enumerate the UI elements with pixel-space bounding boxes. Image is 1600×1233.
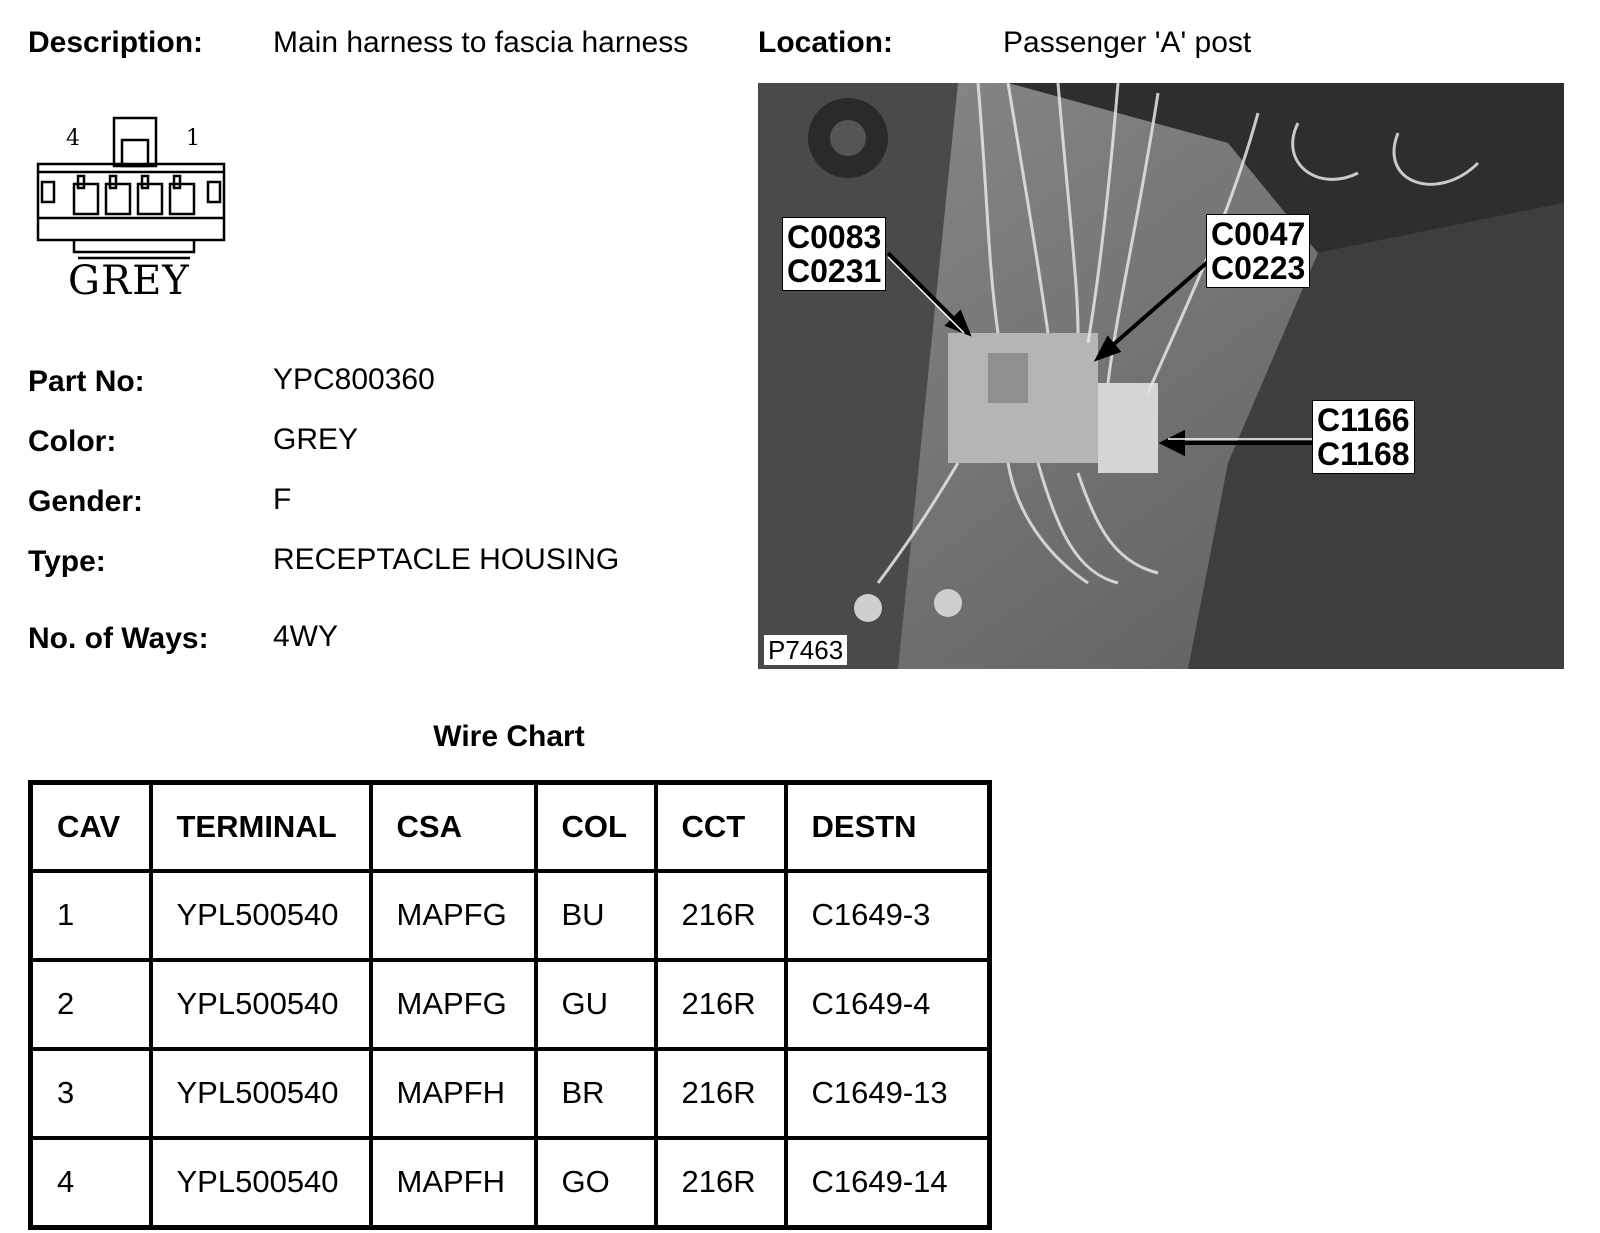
location-photo	[758, 83, 1564, 669]
header-cav: CAV	[31, 783, 151, 872]
header-destn: DESTN	[786, 783, 990, 872]
cell-csa: MAPFH	[371, 1138, 536, 1228]
cell-cct: 216R	[656, 871, 786, 960]
header-terminal: TERMINAL	[151, 783, 371, 872]
cell-col: BU	[536, 871, 656, 960]
cell-destn: C1649-3	[786, 871, 990, 960]
callout-c1166-c1168: C1166 C1168	[1312, 400, 1415, 474]
cell-cav: 1	[31, 871, 151, 960]
callout-c0047-c0223: C0047 C0223	[1206, 214, 1310, 288]
cell-cct: 216R	[656, 1049, 786, 1138]
type-value: RECEPTACLE HOUSING	[273, 543, 620, 576]
cell-csa: MAPFG	[371, 960, 536, 1049]
location-value: Passenger 'A' post	[1003, 26, 1252, 59]
wire-chart-title: Wire Chart	[433, 720, 585, 753]
cell-col: GU	[536, 960, 656, 1049]
cell-cav: 3	[31, 1049, 151, 1138]
part-no-label: Part No:	[28, 365, 145, 398]
table-row	[31, 1049, 990, 1138]
cell-col: BR	[536, 1049, 656, 1138]
color-label: Color:	[28, 425, 117, 458]
color-value: GREY	[273, 423, 359, 456]
ways-value: 4WY	[273, 620, 339, 653]
cell-col: GO	[536, 1138, 656, 1228]
ways-label: No. of Ways:	[28, 622, 209, 655]
gender-label: Gender:	[28, 485, 144, 518]
wire-chart-table	[28, 780, 992, 1230]
cell-terminal: YPL500540	[151, 1138, 371, 1228]
cell-terminal: YPL500540	[151, 1049, 371, 1138]
header-csa: CSA	[371, 783, 536, 872]
header-cct: CCT	[656, 783, 786, 872]
connector-face-diagram	[34, 112, 234, 302]
table-header-row	[31, 783, 990, 872]
table-row	[31, 960, 990, 1049]
cell-cct: 216R	[656, 960, 786, 1049]
cell-terminal: YPL500540	[151, 871, 371, 960]
description-value: Main harness to fascia harness	[273, 26, 689, 59]
cell-destn: C1649-13	[786, 1049, 990, 1138]
callout-c0083-c0231: C0083 C0231	[782, 217, 886, 291]
pin-1-marker: 1	[186, 126, 200, 151]
location-label: Location:	[758, 26, 893, 59]
cell-terminal: YPL500540	[151, 960, 371, 1049]
cell-csa: MAPFH	[371, 1049, 536, 1138]
gender-value: F	[273, 483, 292, 516]
photo-id: P7463	[764, 635, 847, 665]
cell-cav: 4	[31, 1138, 151, 1228]
table-row	[31, 871, 990, 960]
table-row	[31, 1138, 990, 1228]
cell-csa: MAPFG	[371, 871, 536, 960]
pin-4-marker: 4	[66, 126, 80, 151]
cell-cav: 2	[31, 960, 151, 1049]
cell-cct: 216R	[656, 1138, 786, 1228]
part-no-value: YPC800360	[273, 363, 435, 396]
cell-destn: C1649-4	[786, 960, 990, 1049]
cell-destn: C1649-14	[786, 1138, 990, 1228]
connector-color-text: GREY	[68, 258, 190, 304]
header-col: COL	[536, 783, 656, 872]
type-label: Type:	[28, 545, 106, 578]
description-label: Description:	[28, 26, 204, 59]
